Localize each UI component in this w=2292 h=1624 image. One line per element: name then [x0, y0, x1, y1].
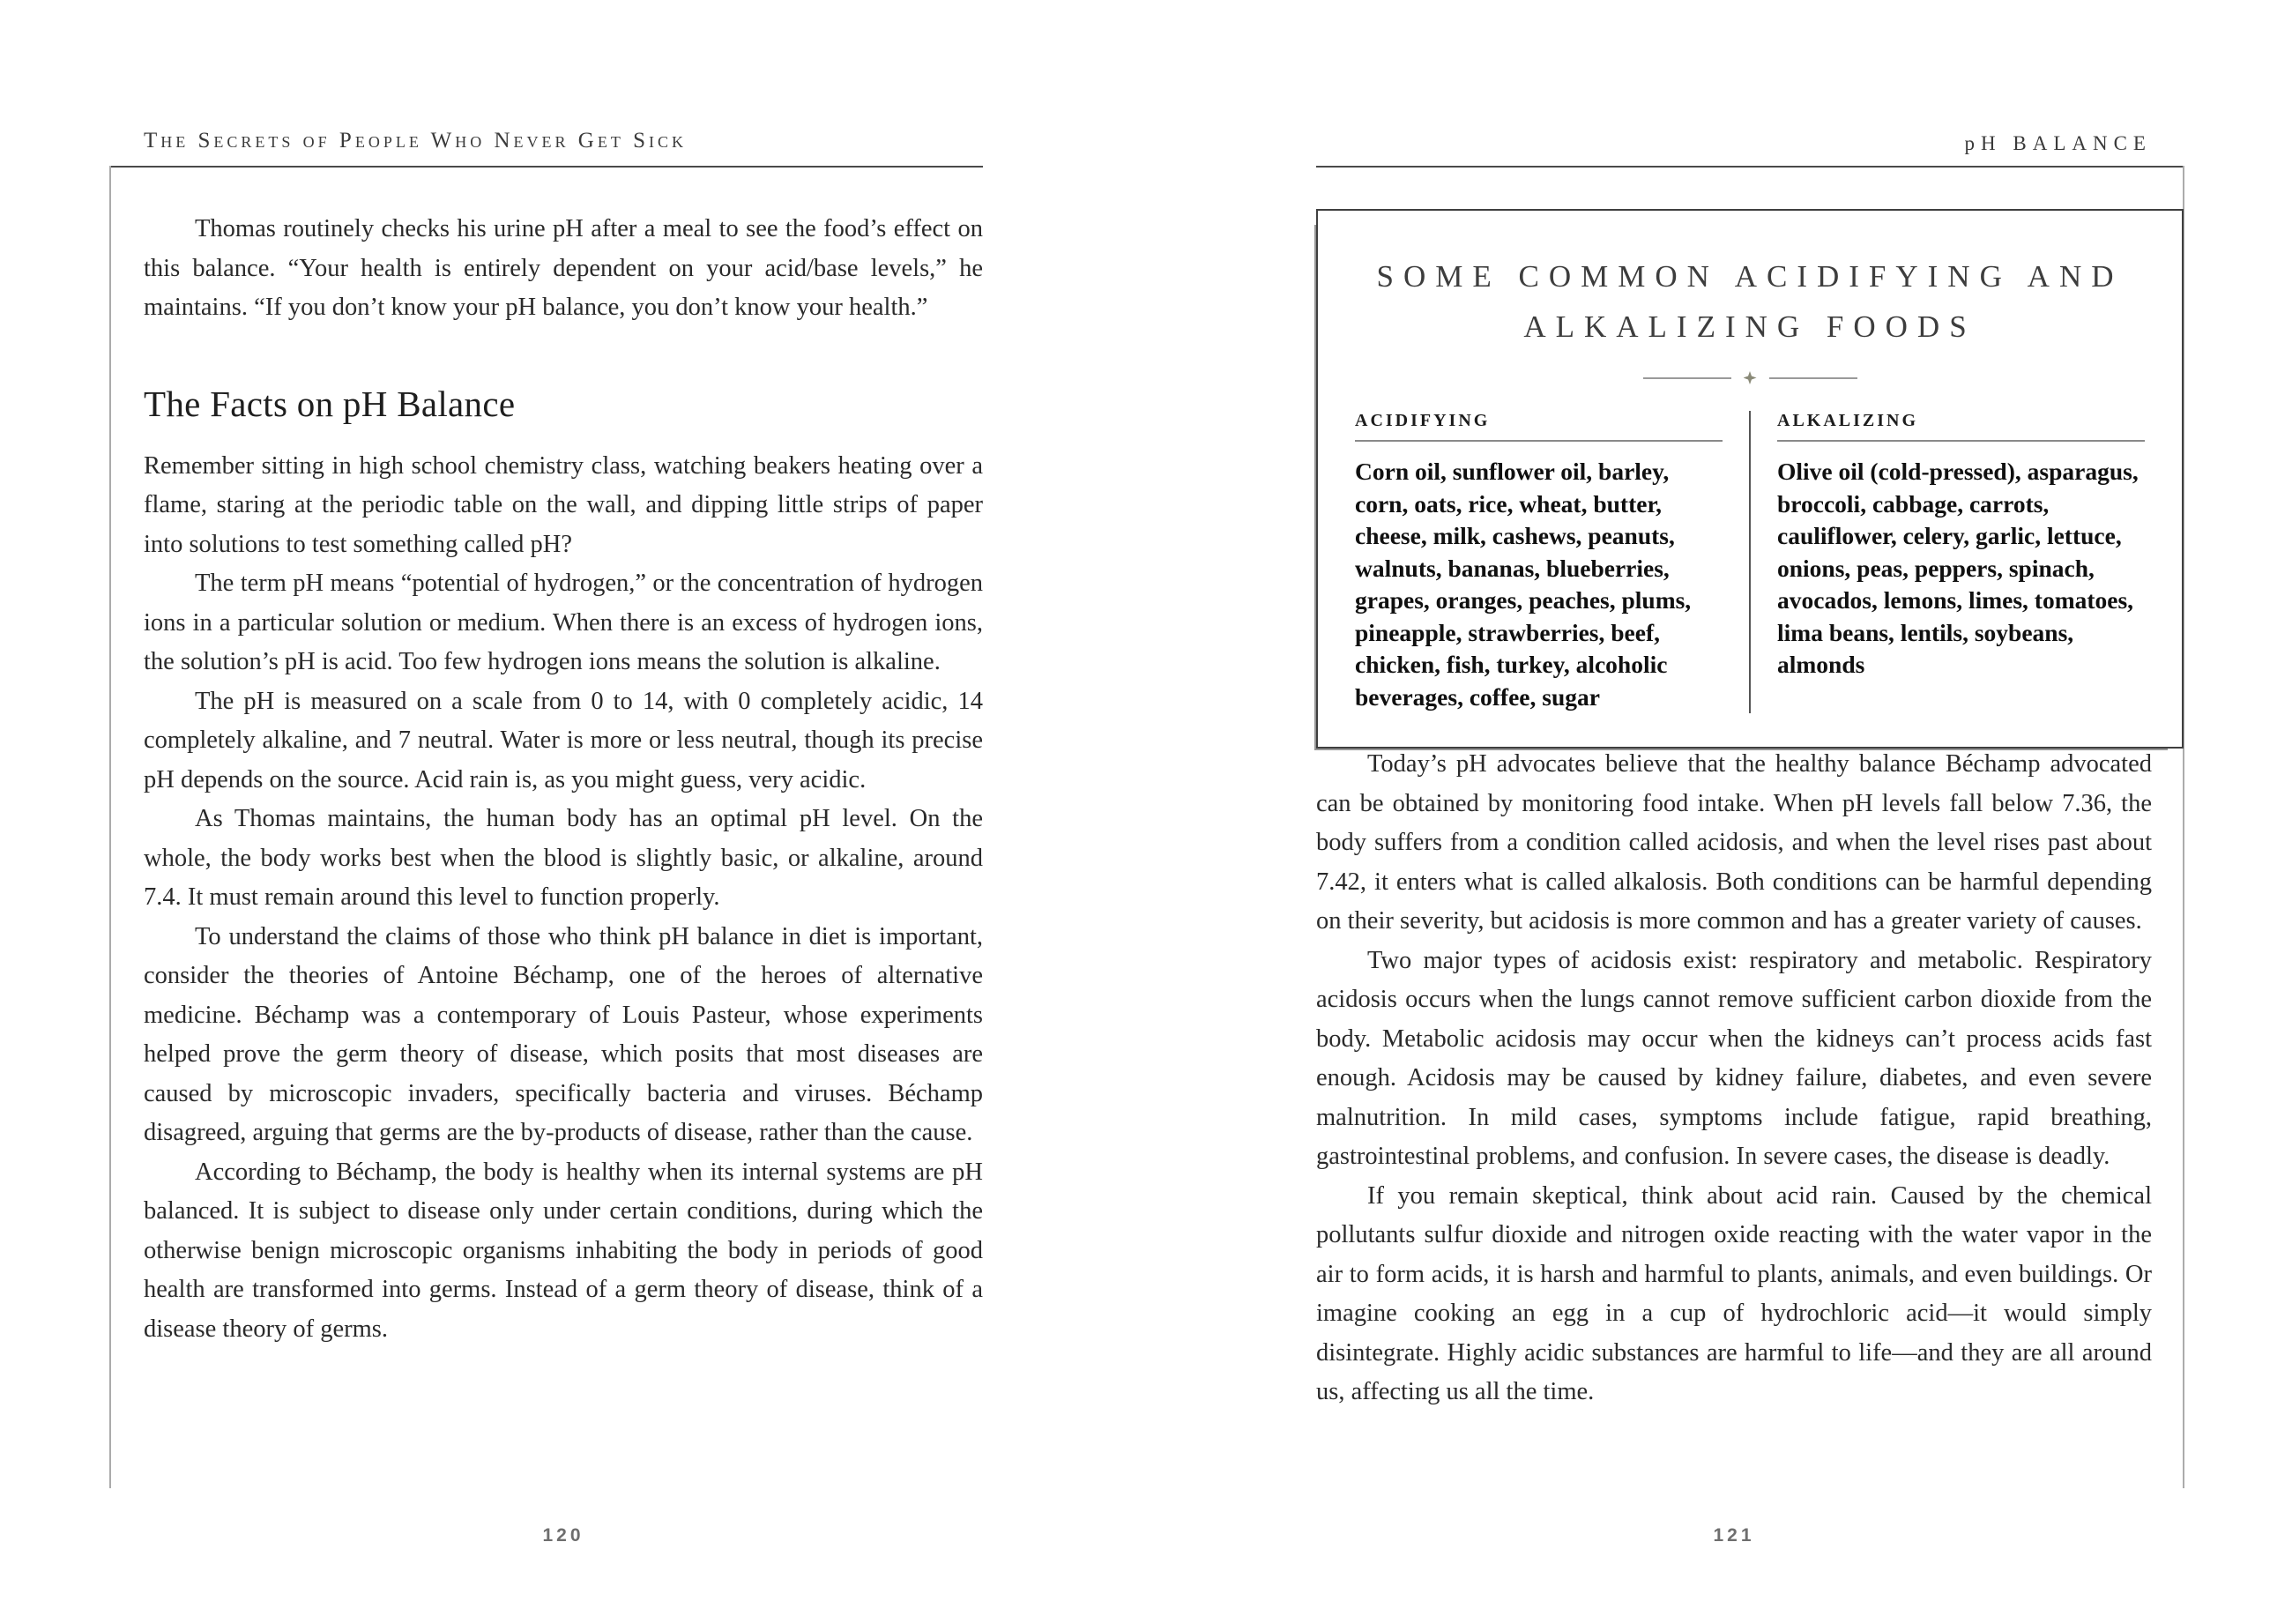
foods-box: [1316, 209, 2184, 749]
header-rule: [109, 166, 983, 168]
paragraph: According to Béchamp, the body is healthy when its internal systems are pH balanced. It is subject to disease only under certain conditions, during which the otherwise benign microscopic organisms inhabiting the body in periods of good health are transformed into germs. Instead of a germ theory of disease, think of a disease theory of germs.: [144, 1158, 983, 1343]
alkalizing-column: [1749, 411, 2145, 713]
foods-box-title: SOME COMMON ACIDIFYING AND ALKALIZING FOODS: [1376, 259, 2124, 344]
paragraph: The pH is measured on a scale from 0 to 14, with 0 completely acidic, 14 completely alkaline, and 7 neutral. Water is more or less neutral, though its precise pH depends on the source. Acid rain is, as you might guess, very acidic.: [144, 687, 983, 793]
page-number: 121: [1713, 1525, 1755, 1546]
acidifying-column: [1355, 411, 1749, 713]
running-head: pH BALANCE: [1964, 132, 2152, 154]
paragraph: Two major types of acidosis exist: respiratory and metabolic. Respiratory acidosis occurs when the lungs cannot remove sufficient carbon dioxide from the body. Metabolic acidosis may occur when the kidneys can’t process acids fast enough. Acidosis may be caused by kidney failure, diabetes, and even severe malnutrition. In mild cases, symptoms include fatigue, rapid breathing, gastrointestinal problems, and confusion. In severe cases, the disease is deadly.: [1316, 946, 2152, 1170]
paragraph: To understand the claims of those who think pH balance in diet is important, consider the theories of Antoine Béchamp, one of the heroes of alternative medicine. Béchamp was a contemporary of Louis Pasteur, whose experiments helped prove the germ theory of disease, which posits that most diseases are caused by microscopic invaders, specifically bacteria and viruses. Béchamp disagreed, arguing that germs are the by-products of disease, rather than the cause.: [144, 922, 983, 1147]
body-text: [144, 187, 983, 1349]
side-rule: [109, 166, 111, 1488]
alkalizing-list: Olive oil (cold-pressed), asparagus, broccoli, cabbage, carrots, cauliflower, celery, garlic, lettuce, onions, peas, peppers, spinach, avocados, lemons, limes, tomatoes, lima beans, lentils, soybeans, almonds: [1777, 458, 2139, 678]
paragraph: Thomas routinely checks his urine pH after a meal to see the food’s effect on this balance. “Your health is entirely dependent on your acid/base levels,” he maintains. “If you don’t know your pH balance, you don’t know your health.”: [144, 215, 983, 321]
paragraph: Today’s pH advocates believe that the healthy balance Béchamp advocated can be obtained by monitoring food intake. When pH levels fall below 7.36, the body suffers from a condition called acidosis, and when the level rises past about 7.42, it enters what is called alkalosis. Both conditions can be harmful depending on their severity, but acidosis is more common and has a greater variety of causes.: [1316, 750, 2152, 935]
body-text: [1316, 745, 2152, 1412]
ornament-line: [1769, 377, 1857, 379]
paragraph: The term pH means “potential of hydrogen,” or the concentration of hydrogen ions in a particular solution or medium. When there is an excess of hydrogen ions, the solution’s pH is acid. Too few hydrogen ions means the solution is alkaline.: [144, 570, 983, 676]
page-number: 120: [542, 1525, 584, 1546]
paragraph: If you remain skeptical, think about acid rain. Caused by the chemical pollutants sulfur dioxide and nitrogen oxide reacting with the water vapor in the air to form acids, it is harsh and harmful to plants, animals, and even buildings. Or imagine cooking an egg in a cup of hydrochloric acid—it would simply disintegrate. Highly acidic substances are harmful to life—and they are all around us, affecting us all the time.: [1316, 1181, 2152, 1405]
ornament-line: [1643, 377, 1731, 379]
paragraph: As Thomas maintains, the human body has an optimal pH level. On the whole, the body works best when the blood is slightly basic, or alkaline, around 7.4. It must remain around this level to function properly.: [144, 805, 983, 912]
foods-columns: [1355, 411, 2145, 713]
acidifying-list: Corn oil, sunflower oil, barley, corn, oats, rice, wheat, butter, cheese, milk, cashews, peanuts, walnuts, bananas, blueberries, grapes, oranges, peaches, plums, pineapple, strawberries, beef, chicken, fish, turkey, alcoholic beverages, coffee, sugar: [1355, 458, 1692, 711]
paragraph: Remember sitting in high school chemistry class, watching beakers heating over a flame, staring at the periodic table on the wall, and dipping little strips of paper into solutions to test something called pH?: [144, 451, 983, 558]
header-rule: [1316, 166, 2184, 168]
diamond-icon: [1744, 371, 1757, 384]
diamond-ornament: [1355, 371, 2145, 384]
alkalizing-header: ALKALIZING: [1777, 411, 2145, 442]
page-right: [1146, 0, 2292, 1624]
acidifying-header: ACIDIFYING: [1355, 411, 1723, 442]
section-heading: The Facts on pH Balance: [144, 383, 516, 424]
running-head: The Secrets of People Who Never Get Sick: [144, 129, 687, 153]
